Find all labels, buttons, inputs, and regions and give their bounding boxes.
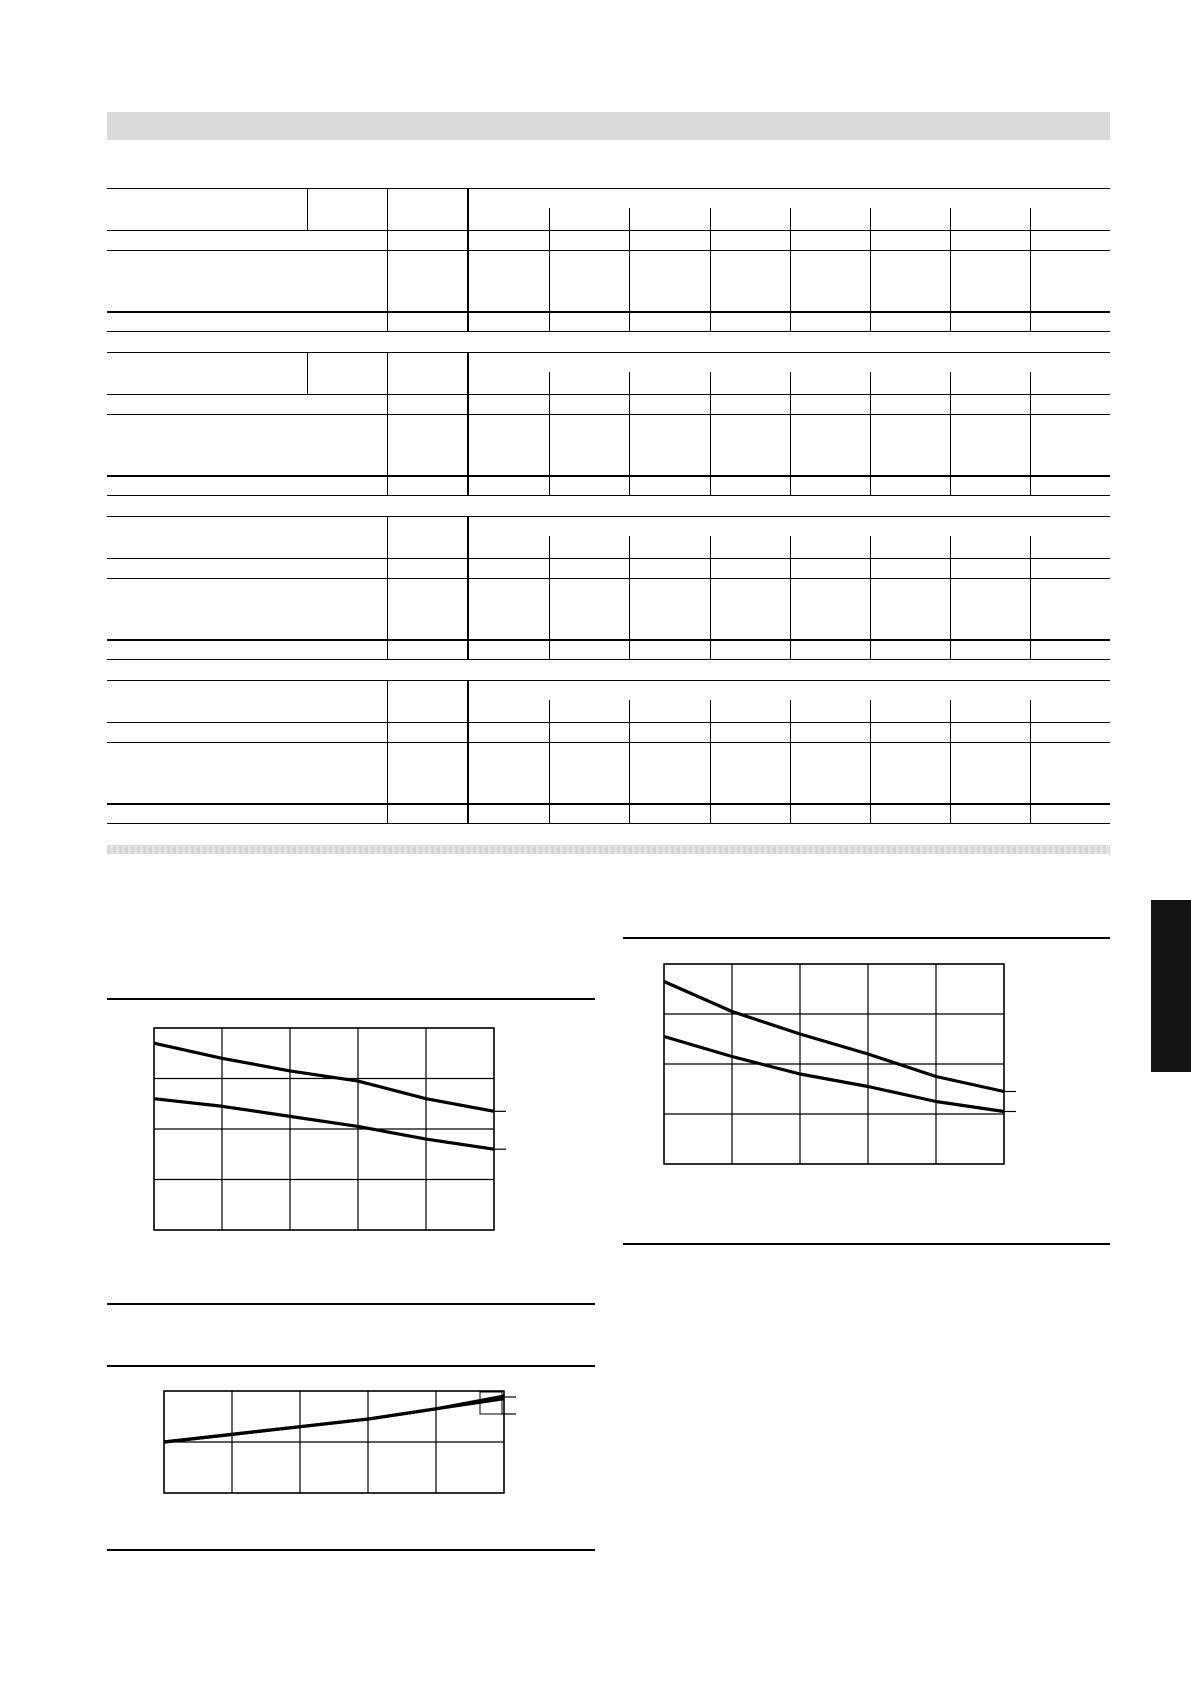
table-2-col-divider <box>1030 372 1031 495</box>
table-3-header-rule <box>107 558 1110 559</box>
table-3-values-divider <box>467 516 469 659</box>
table-3-col-divider <box>870 536 871 659</box>
chart2-top-rule <box>107 1365 595 1367</box>
table-1-col-divider <box>629 208 630 331</box>
table-4-col-divider <box>710 700 711 823</box>
section-divider-band <box>107 845 1110 854</box>
table-1-row2-rule <box>107 311 1110 313</box>
table-4-top-rule <box>107 680 1110 681</box>
chart3-bottom-rule <box>623 1243 1110 1245</box>
table-2-row2-rule <box>107 475 1110 477</box>
table-1-col-divider <box>710 208 711 331</box>
table-3-col-divider <box>950 536 951 659</box>
spec-tables <box>107 188 1110 828</box>
table-2-col-divider <box>870 372 871 495</box>
table-1-col-divider <box>790 208 791 331</box>
series-line-1 <box>154 1043 494 1111</box>
chart1-top-rule <box>107 998 595 1000</box>
table-2-row1-rule <box>107 414 1110 415</box>
side-index-tab <box>1151 900 1191 1072</box>
table-3-bottom-rule <box>107 659 1110 660</box>
table-4-row1-rule <box>107 742 1110 743</box>
table-4-col-divider <box>1030 700 1031 823</box>
table-1-top-rule <box>107 188 1110 189</box>
table-2-col-divider <box>790 372 791 495</box>
chart2-bottom-rule <box>107 1549 595 1551</box>
table-2-header-rule <box>107 394 1110 395</box>
chart1-bottom-rule <box>107 1303 595 1305</box>
table-3-col-divider <box>1030 536 1031 659</box>
table-1-row1-rule <box>107 250 1110 251</box>
table-4-col-divider <box>950 700 951 823</box>
series-line-2 <box>164 1396 504 1442</box>
table-4-values-divider <box>467 680 469 823</box>
table-1-unit-divider <box>387 188 388 331</box>
table-2-bottom-rule <box>107 495 1110 496</box>
table-1-label-divider <box>307 188 308 230</box>
table-3-unit-divider <box>387 516 388 659</box>
table-1-col-divider <box>950 208 951 331</box>
table-4-col-divider <box>870 700 871 823</box>
table-1-values-divider <box>467 188 469 331</box>
table-4-bottom-rule <box>107 823 1110 824</box>
table-3-col-divider <box>790 536 791 659</box>
table-3-col-divider <box>629 536 630 659</box>
table-4-header-rule <box>107 722 1110 723</box>
table-2-values-divider <box>467 352 469 495</box>
table-1-col-divider <box>870 208 871 331</box>
series-line-1 <box>664 982 1004 1092</box>
table-4-col-divider <box>629 700 630 823</box>
table-2-unit-divider <box>387 352 388 495</box>
table-1-col-divider <box>1030 208 1031 331</box>
table-2-col-divider <box>950 372 951 495</box>
chart-3 <box>650 960 1035 1170</box>
table-2-label-divider <box>307 352 308 394</box>
series-line-2 <box>154 1099 494 1150</box>
table-1-col-divider <box>549 208 550 331</box>
table-3-col-divider <box>710 536 711 659</box>
table-2-col-divider <box>549 372 550 495</box>
table-2-col-divider <box>710 372 711 495</box>
table-1-bottom-rule <box>107 331 1110 332</box>
series-line-2 <box>664 1037 1004 1112</box>
table-3-row1-rule <box>107 578 1110 579</box>
table-3-top-rule <box>107 516 1110 517</box>
table-4-col-divider <box>790 700 791 823</box>
chart3-top-rule <box>623 937 1110 939</box>
table-4-unit-divider <box>387 680 388 823</box>
header-band <box>107 112 1110 140</box>
table-4-row2-rule <box>107 803 1110 805</box>
table-3-col-divider <box>549 536 550 659</box>
table-3-row2-rule <box>107 639 1110 641</box>
chart-1 <box>140 1020 510 1255</box>
table-4-col-divider <box>549 700 550 823</box>
table-2-col-divider <box>629 372 630 495</box>
table-2-top-rule <box>107 352 1110 353</box>
chart-2 <box>150 1385 530 1495</box>
table-1-header-rule <box>107 230 1110 231</box>
